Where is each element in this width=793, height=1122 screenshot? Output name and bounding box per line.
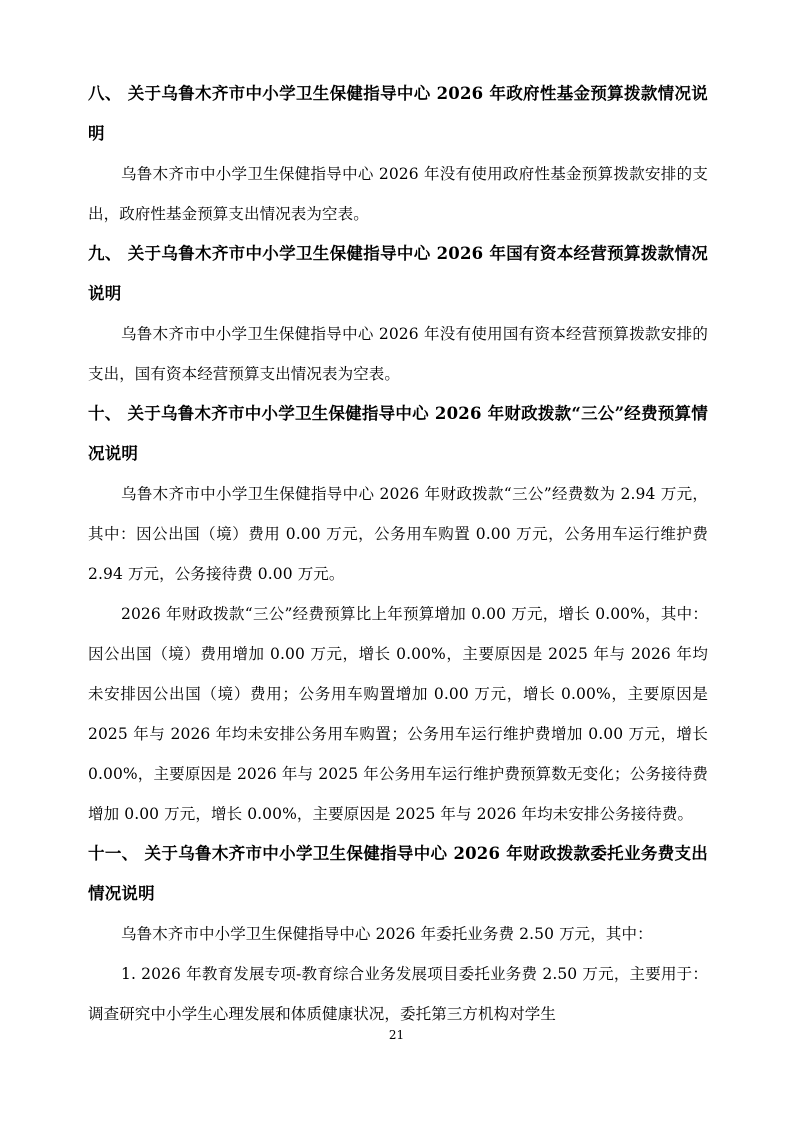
paragraph-11-2: 1. 2026 年教育发展专项-教育综合业务发展项目委托业务费 2.50 万元，主要用于：调查研究中小学生心理发展和体质健康状况，委托第三方机构对学生	[88, 965, 708, 1023]
document-body	[88, 74, 708, 1034]
section-heading-10: 十、 关于乌鲁木齐市中小学卫生保健指导中心 2026 年财政拨款“三公”经费预算情况说明	[88, 404, 708, 463]
paragraph-9-1: 乌鲁木齐市中小学卫生保健指导中心 2026 年没有使用国有资本经营预算拨款安排的支出，国有资本经营预算支出情况表为空表。	[88, 325, 708, 383]
section-heading-9: 九、 关于乌鲁木齐市中小学卫生保健指导中心 2026 年国有资本经营预算拨款情况说明	[88, 244, 708, 303]
paragraph-10-1: 乌鲁木齐市中小学卫生保健指导中心 2026 年财政拨款“三公”经费数为 2.94 万元，其中：因公出国（境）费用 0.00 万元，公务用车购置 0.00 万元，公务用车运行维护费 2.94 万元，公务接待费 0.00 万元。	[88, 485, 708, 583]
paragraph-11-1: 乌鲁木齐市中小学卫生保健指导中心 2026 年委托业务费 2.50 万元，其中：	[121, 925, 653, 943]
paragraph-8-1: 乌鲁木齐市中小学卫生保健指导中心 2026 年没有使用政府性基金预算拨款安排的支出，政府性基金预算支出情况表为空表。	[88, 165, 708, 223]
paragraph-10-2: 2026 年财政拨款“三公”经费预算比上年预算增加 0.00 万元，增长 0.00%，其中：因公出国（境）费用增加 0.00 万元，增长 0.00%，主要原因是 2025 年与 2026 年均未安排因公出国（境）费用；公务用车购置增加 0.00 万元，增长 0.00%，主要原因是 2025 年与 2026 年均未安排公务用车购置；公务用车运行维护费增加 0.00 万元，增长 0.00%，主要原因是 2026 年与 2025 年公务用车运行维护费预算数无变化；公务接待费增加 0.00 万元，增长 0.00%，主要原因是 2025 年与 2026 年均未安排公务接待费。	[88, 605, 708, 823]
section-heading-8: 八、 关于乌鲁木齐市中小学卫生保健指导中心 2026 年政府性基金预算拨款情况说明	[88, 84, 708, 143]
page-number: 21	[388, 1028, 405, 1042]
section-heading-11: 十一、 关于乌鲁木齐市中小学卫生保健指导中心 2026 年财政拨款委托业务费支出情况说明	[88, 844, 708, 903]
